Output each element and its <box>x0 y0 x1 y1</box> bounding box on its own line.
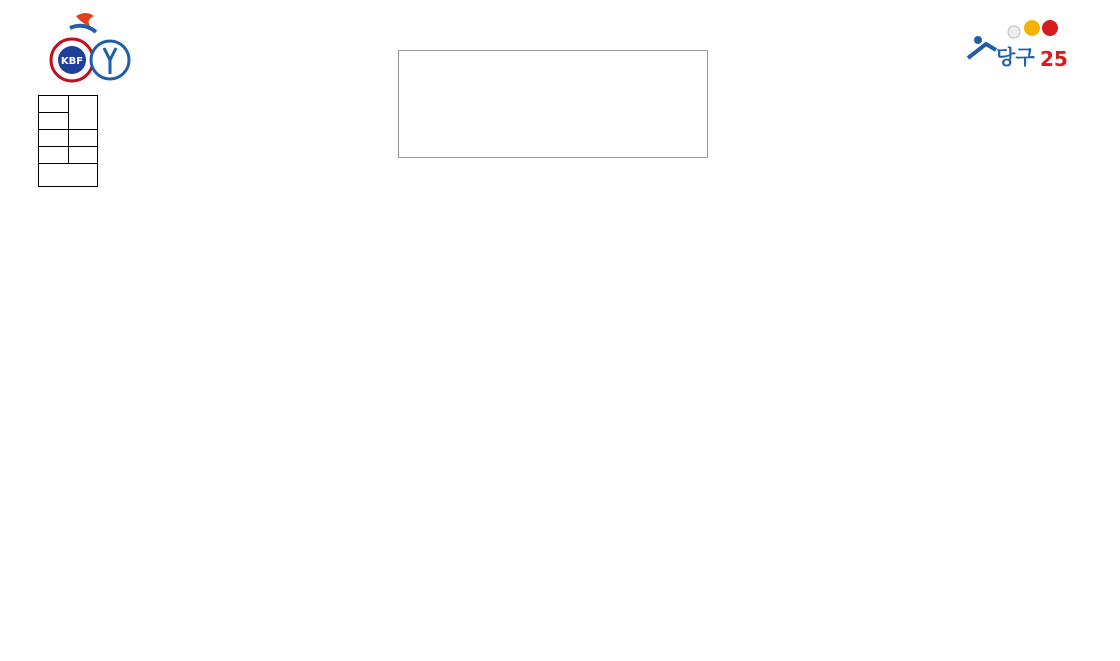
dangu25-logo <box>962 18 1072 70</box>
legend-hr <box>39 96 69 113</box>
legend-innings <box>39 130 69 147</box>
kbf-logo <box>48 10 134 86</box>
svg-text:25: 25 <box>1040 47 1068 70</box>
legend-score <box>39 147 69 164</box>
svg-text:당구: 당구 <box>996 45 1035 69</box>
legend-points <box>39 113 69 130</box>
rules-box <box>398 50 708 158</box>
legend-name2 <box>68 130 98 147</box>
legend-handicap <box>39 164 98 187</box>
legend-table <box>38 95 98 187</box>
legend-name <box>68 96 98 130</box>
legend-club <box>68 147 98 164</box>
svg-text:KBF: KBF <box>60 56 84 67</box>
